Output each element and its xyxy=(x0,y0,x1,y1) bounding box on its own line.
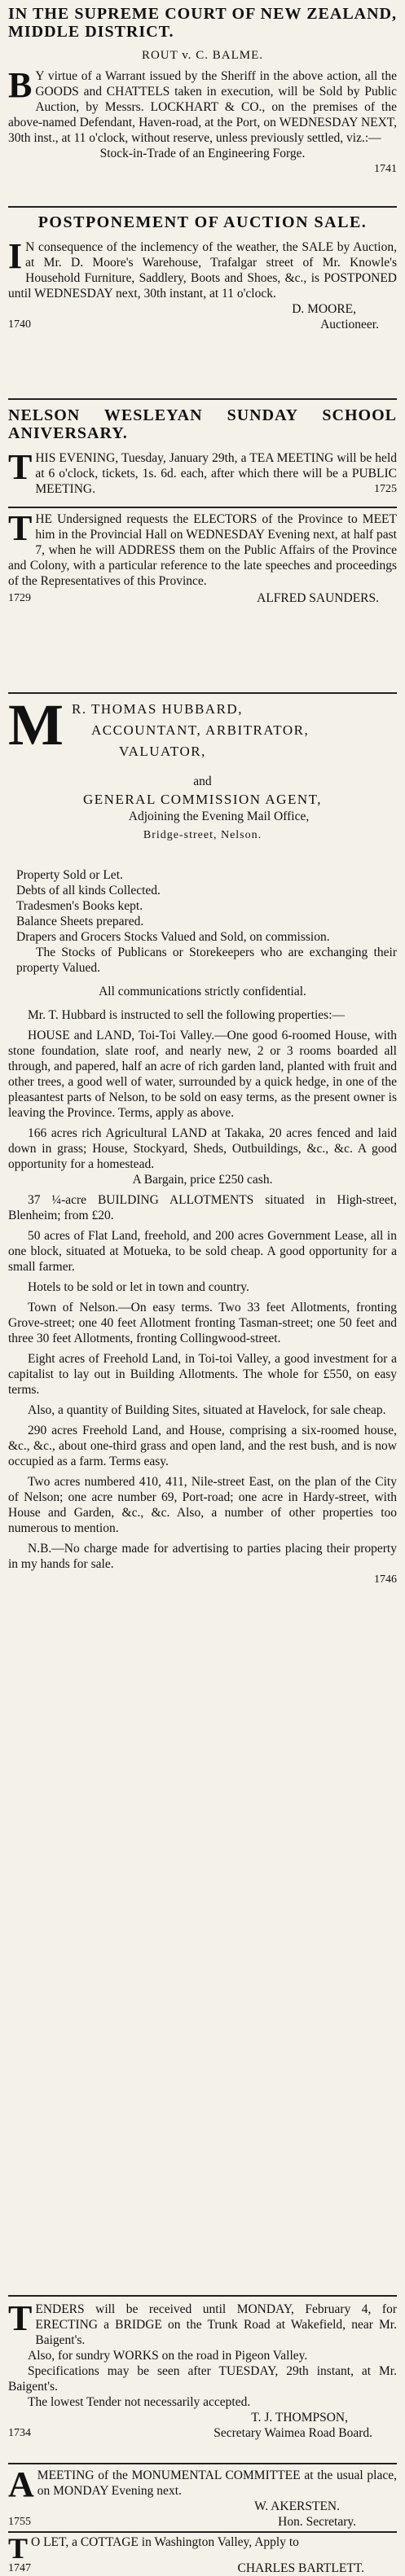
dropcap: I xyxy=(8,236,23,276)
divider xyxy=(8,398,397,400)
services-list xyxy=(8,867,397,976)
instruction-intro: Mr. T. Hubbard is instructed to sell the following properties:— xyxy=(28,1008,346,1022)
hubbard-advertisement xyxy=(8,692,397,1587)
divider xyxy=(8,507,397,508)
dropcap: T xyxy=(8,2532,29,2565)
property-listing: 166 acres rich Agricultural LAND at Takaka, 20 acres fenced and laid down in grass; House, Stockyard, Sheds, Outbuildings, &c., &c. A good opportunity for a homestead. xyxy=(8,1126,397,1171)
property-listing: Also, a quantity of Building Sites, situated at Havelock, for sale cheap. xyxy=(28,1403,386,1417)
hubbard-name: R. THOMAS HUBBARD, xyxy=(72,701,243,717)
auction-postponement xyxy=(8,213,397,332)
signer-title: Auctioneer. xyxy=(320,318,379,331)
cottage-to-let xyxy=(8,2534,397,2576)
ad-number: 1741 xyxy=(374,163,397,175)
hubbard-role-2: VALUATOR, xyxy=(119,744,206,759)
committee-text: AMEETING of the MONUMENTAL COMMITTEE at the usual place, on MONDAY Evening next. xyxy=(8,2464,397,2504)
signer-title: Secretary Waimea Road Board. xyxy=(214,2426,372,2440)
pigeon-valley-works: Also, for sundry WORKS on the road in Pigeon Valley. xyxy=(28,2349,308,2363)
service-item: The Stocks of Publicans or Storekeepers who are exchanging their property Valued. xyxy=(16,946,397,975)
property-listing: Two acres numbered 410, 411, Nile-street East, on the plan of the City of Nelson; one acre number 69, Port-road; one acre in Hardy-street, with House and Garden, &c., &c. Also, a number of other properties too numerous to mention. xyxy=(8,1475,397,1535)
property-listing: 50 acres of Flat Land, freehold, and 200 acres Government Lease, all in one block, situated at Motueka, to be sold cheap. A good opportunity for a small farmer. xyxy=(8,1229,397,1274)
ad-number: 1747 xyxy=(8,2562,31,2574)
property-listing: Hotels to be sold or let in town and country. xyxy=(28,1280,249,1294)
ad-number: 1725 xyxy=(374,483,397,495)
hubbard-street: Bridge-street, Nelson. xyxy=(143,829,262,841)
dropcap: B xyxy=(8,65,33,105)
postponement-heading: POSTPONEMENT OF AUCTION SALE. xyxy=(37,213,368,231)
divider xyxy=(8,2463,397,2464)
service-item: Drapers and Grocers Stocks Valued and Sold, on commission. xyxy=(16,930,330,944)
sunday-school-anniversary xyxy=(8,406,397,497)
tender-text: TENDERS will be received until MONDAY, February 4, for ERECTING a BRIDGE on the Trunk Road at Wakefield, near Mr. Baigent's. xyxy=(8,2298,397,2347)
ad-number: 1729 xyxy=(8,592,31,604)
case-title: ROUT v. C. BALME. xyxy=(141,49,264,62)
lowest-tender-note: The lowest Tender not necessarily accepted. xyxy=(28,2395,251,2409)
signer: CHARLES BARTLETT. xyxy=(237,2561,364,2575)
hubbard-role: ACCOUNTANT, ARBITRATOR, xyxy=(91,722,310,738)
specifications-note: Specifications may be seen after TUESDAY, 29th instant, at Mr. Baigent's. xyxy=(8,2364,397,2394)
bargain-price: A Bargain, price £250 cash. xyxy=(132,1173,273,1187)
tea-meeting-text: THIS EVENING, Tuesday, January 29th, a TEA MEETING will be held at 6 o'clock, tickets, 1s. 6d. each, after which there will be a PUBLIC MEETING. xyxy=(8,447,397,496)
signer: D. MOORE, xyxy=(292,302,356,316)
ad-number: 1746 xyxy=(374,1573,397,1586)
warrant-text: B Y virtue of a Warrant issued by the Sheriff in the above action, all the GOODS and CHATTELS taken in execution, will be Sold by Public Auction, by Messrs. LOCKHART & CO., on the premises of the above-named Defendant, Haven-road, at the Port, on WEDNESDAY NEXT, 30th inst., at 11 o'clock, without reserve, unless previously settled, viz.:— xyxy=(8,65,397,145)
property-listing: Eight acres of Freehold Land, in Toi-toi Valley, a good investment for a capitalist to lay out in Building Allotments. The whole for £550, on easy terms. xyxy=(8,1352,397,1397)
signer: T. J. THOMPSON, xyxy=(251,2411,348,2425)
forge-stock-line: Stock-in-Trade of an Engineering Forge. xyxy=(99,147,306,160)
signer-title: Hon. Secretary. xyxy=(278,2515,356,2529)
service-item: Tradesmen's Books kept. xyxy=(16,899,143,913)
and-word: and xyxy=(193,775,212,788)
dropcap: T xyxy=(8,447,33,487)
hubbard-role-3: GENERAL COMMISSION AGENT, xyxy=(83,792,322,807)
property-listing: 290 acres Freehold Land, and House, comprising a six-roomed house, &c., &c., about one-third grass and open land, and the rest bush, and is now occupied as a farm. Terms easy. xyxy=(8,1424,397,1468)
divider xyxy=(8,2295,397,2297)
dropcap: T xyxy=(8,508,33,548)
service-item: Property Sold or Let. xyxy=(16,868,123,882)
electors-text: THE Undersigned requests the ELECTORS of the Province to MEET him in the Provincial Hall on WEDNESDAY Evening next, at half past 7, when he will ADDRESS them on the Public Affairs of the Province and Colony, with a particular reference to the late speeches and proceedings of the Representatives of this Province. xyxy=(8,508,397,588)
signer: ALFRED SAUNDERS. xyxy=(257,591,379,605)
dropcap: M xyxy=(8,692,64,757)
property-listing: 37 ¼-acre BUILDING ALLOTMENTS situated in High-street, Blenheim; from £20. xyxy=(8,1193,397,1222)
supreme-court-notice xyxy=(8,5,397,177)
divider xyxy=(8,2531,397,2533)
ad-number: 1734 xyxy=(8,2427,31,2439)
signer: W. AKERSTEN. xyxy=(254,2499,340,2513)
property-listing: HOUSE and LAND, Toi-Toi Valley.—One good 6-roomed House, with stone foundation, slate roof, and nearly new, 2 or 3 rooms boarded all through, and papered, half an acre of rich garden land, planted with fruit and other trees, a good well of water, surrounded by a quick hedge, in one of the pleasantest parts of Nelson, to be sold on easy terms, as the present owner is leaving the Province. Terms, apply as above. xyxy=(8,1029,397,1120)
hubbard-address: Adjoining the Evening Mail Office, xyxy=(128,810,310,823)
postponement-text: I N consequence of the inclemency of the weather, the SALE by Auction, at Mr. D. Moore's Warehouse, Trafalgar street of Mr. Knowle's Household Furniture, Saddlery, Boots and Shoes, &c., is POSTPONED until WEDNESDAY next, 30th instant, at 11 o'clock. xyxy=(8,236,397,301)
dropcap: A xyxy=(8,2464,34,2504)
service-item: Balance Sheets prepared. xyxy=(16,915,144,928)
service-item: Debts of all kinds Collected. xyxy=(16,884,161,897)
divider xyxy=(8,206,397,208)
road-board-tenders xyxy=(8,2298,397,2441)
supreme-court-heading: IN THE SUPREME COURT OF NEW ZEALAND, MIDDLE DISTRICT. xyxy=(8,5,397,41)
dropcap: T xyxy=(8,2298,33,2338)
ad-number: 1755 xyxy=(8,2516,31,2528)
electors-meeting xyxy=(8,508,397,606)
confidential-note: All communications strictly confidential. xyxy=(99,985,306,998)
cottage-text: T O LET, a COTTAGE in Washington Valley, Apply to xyxy=(8,2532,299,2565)
anniversary-heading: NELSON WESLEYAN SUNDAY SCHOOL ANIVERSARY. xyxy=(8,406,397,442)
property-listing: Town of Nelson.—On easy terms. Two 33 feet Allotments, fronting Grove-street; one 40 feet Allotment fronting Tasman-street; one 50 feet and three 30 feet Allotments, fronting Collingwood-street. xyxy=(8,1301,397,1345)
nb-note: N.B.—No charge made for advertising to parties placing their property in my hands for sale. xyxy=(8,1542,397,1571)
monumental-committee-meeting xyxy=(8,2464,397,2530)
ad-number: 1740 xyxy=(8,318,31,331)
divider xyxy=(8,692,397,694)
